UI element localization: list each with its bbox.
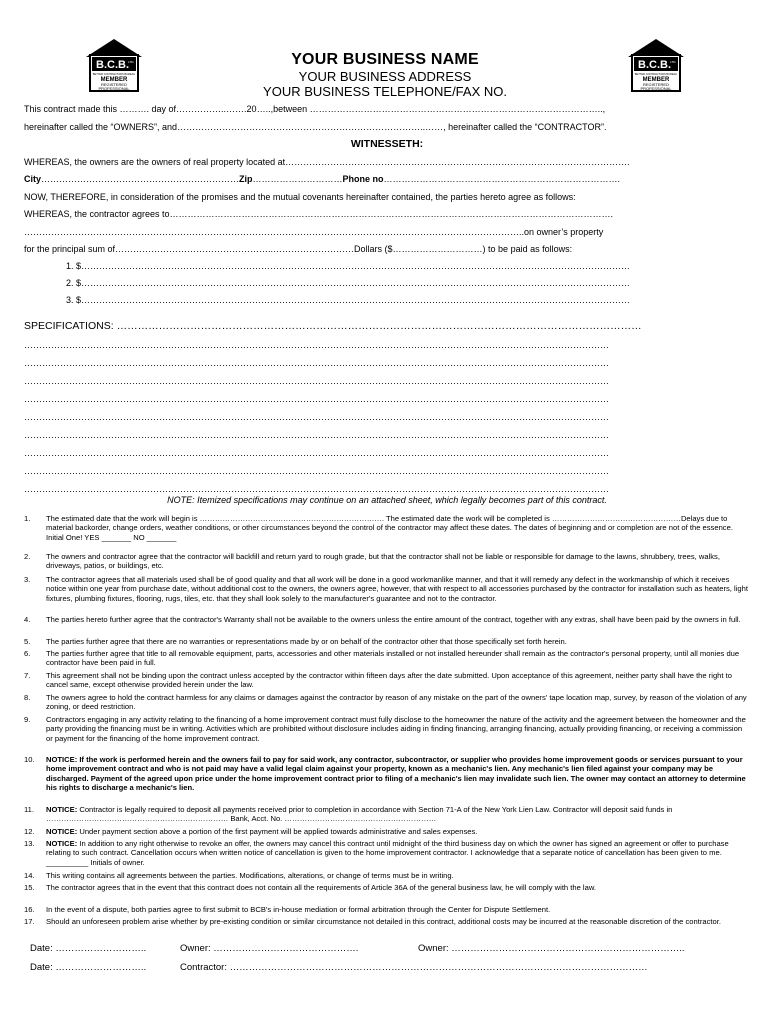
svg-text:MEMBER: MEMBER <box>100 77 128 83</box>
clause-number: 4. <box>24 615 31 624</box>
clause-1 <box>24 514 750 552</box>
clause-12 <box>24 827 750 837</box>
clause-number: 6. <box>24 649 31 658</box>
clause-11 <box>24 805 750 824</box>
clause-number: 17. <box>24 917 35 926</box>
business-address: YOUR BUSINESS ADDRESS <box>298 69 472 84</box>
clause-2 <box>24 552 750 571</box>
spec-line[interactable]: …………………………………………………………………………………………………………………………………………………………………………… <box>24 376 609 386</box>
clause-number: 15. <box>24 883 35 892</box>
city-zip-phone-line[interactable] <box>24 173 750 185</box>
spec-line[interactable]: …………………………………………………………………………………………………………………………………………………………………………… <box>24 412 609 422</box>
phone-label: Phone no <box>342 174 384 184</box>
clause-8 <box>24 693 750 712</box>
svg-text:BETTER CONTRACTORS BUREAU: BETTER CONTRACTORS BUREAU <box>634 73 678 76</box>
witnesseth-heading: WITNESSETH: <box>350 138 424 150</box>
clause-text: The owners agree to hold the contract harmless for any claims or damages against the contractor by reason of any mistake on the part of the owners' tape location map, survey, by reason of the violation of any zoning, or deed restriction. <box>46 693 747 712</box>
zip-field[interactable]: ………………………… <box>252 174 343 184</box>
spec-line[interactable]: …………………………………………………………………………………………………………………………………………………………………………… <box>24 340 609 350</box>
svg-text:MEMBER: MEMBER <box>642 77 670 83</box>
owners-property-line[interactable]: …………………………………………………………………………………………………………………………………………………..on owner’s property <box>24 227 604 237</box>
svg-text:PROFESSIONAL: PROFESSIONAL <box>640 86 672 91</box>
clause-6 <box>24 649 750 668</box>
spec-line[interactable]: …………………………………………………………………………………………………………………………………………………………………………… <box>24 448 609 458</box>
owner-signature-1[interactable]: Owner: ………………………………………. <box>180 943 359 954</box>
clause-text: The parties hereto further agree that the contractor's Warranty shall not be available to the owners unless the entire amount of the contract, together with any extras, shall have been paid by the owners in full. <box>46 615 741 624</box>
spec-line[interactable]: …………………………………………………………………………………………………………………………………………………………………………… <box>24 484 609 494</box>
clause-text: Should an unforeseen problem arise whether by pre-existing condition or similar circumstance not detailed in this contract, additional costs may be incurred at the reasonable discretion of the contractor. <box>46 917 721 926</box>
clause-5 <box>24 637 750 647</box>
spec-line[interactable]: …………………………………………………………………………………………………………………………………………………………………………… <box>24 358 609 368</box>
city-field[interactable]: ………………………………………………………… <box>41 174 240 184</box>
clause-16 <box>24 905 750 915</box>
clause-number: 13. <box>24 839 35 848</box>
signature-date-2[interactable]: Date: ……………………….. <box>30 962 147 973</box>
clause-17 <box>24 917 750 936</box>
clause-number: 8. <box>24 693 31 702</box>
clause-10 <box>24 755 750 802</box>
clause-text: The contractor agrees that in the event that this contract does not contain all the requirements of Article 36A of the general business law, he will comply with the law. <box>46 883 597 892</box>
clause-text: NOTICE: If the work is performed herein and the owners fail to pay for said work, any contractor, subcontractor, or supplier who provides home improvement goods or services pursuant to your home improvement contract and who is not paid may have a valid legal claim against your property, known as a mechanic's lien. Any mechanic's lien filed against your company may be discharged. Payment of the agreed upon price under the home improvement contract prior to filing of a mechanic's lien may invalidate such lien. The owner may contact an attorney to determine his rights to discharge a mechanic's lien. <box>46 755 746 793</box>
phone-field[interactable]: ……………………………………………………………………. <box>383 174 621 184</box>
payment-line-3[interactable]: 3. $………………………………………………………………………………………………………………………………………………………………… <box>66 295 631 305</box>
clause-number: 1. <box>24 514 31 523</box>
property-location-line[interactable]: WHEREAS, the owners are the owners of real property located at……………………………………………………………………………………………………. <box>24 157 630 167</box>
clause-text: In the event of a dispute, both parties agree to first submit to BCB's in-house mediation or formal arbitration through the Center for Dispute Settlement. <box>46 905 551 914</box>
svg-text:BETTER CONTRACTORS BUREAU: BETTER CONTRACTORS BUREAU <box>92 73 136 76</box>
business-name: YOUR BUSINESS NAME <box>291 51 479 68</box>
signature-date-1[interactable]: Date: ……………………….. <box>30 943 147 954</box>
clause-number: 10. <box>24 755 35 764</box>
principal-sum-line[interactable]: for the principal sum of……………………………………………..………………………Dollars ($…………………………) to be paid as follows: <box>24 244 573 254</box>
clause-text[interactable]: Contractor is legally required to deposit all payments received prior to completion in accordance with Section 71-A of the New York Lien Law. Contractor will deposit said funds in ……………………………………………………………… Bank, Acct. No. …………………………………………………… <box>46 805 673 824</box>
city-label: City <box>24 174 42 184</box>
contract-date-line[interactable]: This contract made this ………. day of……………..…….20…..,between …………………………………………………………………………………….., <box>24 104 606 114</box>
contractor-signature[interactable]: Contractor: …………………………………………………………………………………………………………………… <box>180 962 648 973</box>
clause-text: The owners and contractor agree that the contractor will backfill and return yard to rough grade, but that the contractor shall not be liable or responsible for damage to the lawns, shrubbery, trees, walks, driveways, patios, or buildings, etc. <box>46 552 720 571</box>
zip-label: Zip <box>239 174 253 184</box>
clause-text: The contractor agrees that all materials used shall be of good quality and that all work will be done in a good workmanlike manner, and that it will remedy any defect in the workmanship of which it receives notice within one year from purchase date, without additional cost to the owners, the owners agree, however, that with respect to all accessories purchased by the contractor for installation such as heaters, light fixtures, plumbing fixtures, flooring, rugs, tiles, etc. that they shall look solely to the manufacturer's guarantee and not to the contractor. <box>46 575 748 603</box>
svg-text:REGISTERED: REGISTERED <box>642 82 670 87</box>
clause-9 <box>24 715 750 753</box>
owner-signature-2[interactable]: Owner: ……………………………………………………………….. <box>418 943 685 954</box>
clause-text[interactable]: In addition to any right otherwise to revoke an offer, the owners may cancel this contract until midnight of the third business day on which the owner has signed an agreement or offer to purchase relating to such contract. Cancellation occurs when written notice of cancellation is given to the home improvement contractor. I acknowledge that a separate notice of cancellation has been given to me. __________ Initials of owner. <box>46 839 729 867</box>
notice-label: NOTICE: <box>46 827 78 836</box>
clause-4 <box>24 615 750 634</box>
clause-text: This writing contains all agreements between the parties. Modifications, alterations, or change of terms must be in writing. <box>46 871 454 880</box>
spec-line[interactable]: …………………………………………………………………………………………………………………………………………………………………………… <box>24 430 609 440</box>
business-header <box>0 51 770 99</box>
payment-line-2[interactable]: 2. $………………………………………………………………………………………………………………………………………………………………… <box>66 278 631 288</box>
clause-number: 9. <box>24 715 31 724</box>
notice-label: NOTICE: <box>46 805 78 814</box>
clause-number: 11. <box>24 805 34 814</box>
clause-number: 3. <box>24 575 31 584</box>
svg-text:PROFESSIONAL: PROFESSIONAL <box>98 86 130 91</box>
business-phone: YOUR BUSINESS TELEPHONE/FAX NO. <box>263 84 507 99</box>
clause-13 <box>24 839 750 868</box>
clause-7 <box>24 671 750 690</box>
svg-text:B.C.B.: B.C.B. <box>638 59 671 71</box>
clause-text: This agreement shall not be binding upon the contract unless accepted by the contractor within fifteen days after the date submitted. Upon acceptance of this agreement, neither party shall have the right to cancel same, except otherwise provided herein under the law. <box>46 671 732 690</box>
clause-text: Under payment section above a portion of the first payment will be applied towards administrative and sales expenses. <box>77 827 478 836</box>
clause-number: 14. <box>24 871 35 880</box>
svg-text:LTD.: LTD. <box>670 60 677 64</box>
parties-line[interactable]: hereinafter called the “OWNERS”, and………………………………………………………………………..……, hereinafter called the “CONTRACTOR”. <box>24 122 607 132</box>
clause-3 <box>24 575 750 613</box>
svg-text:B.C.B.: B.C.B. <box>96 59 129 71</box>
clause-number: 16. <box>24 905 35 914</box>
clause-text: Contractors engaging in any activity relating to the financing of a home improvement contract must fully disclose to the homeowner the nature of the activity and the agreement between the homeowner and the party providing the financing must be in writing. Activities which are prohibited without disclosure includes aiding in finding financing, arranging financing, actually providing financing, or receiving a commission or payment for the financing of the home improvement contract. <box>46 715 746 743</box>
clause-number: 7. <box>24 671 31 680</box>
clause-text: The parties further agree that title to all removable equipment, parts, accessories and other materials installed or not installed hereunder shall remain as the contractor's personal property, until all monies due contractor have been paid in full. <box>46 649 740 668</box>
payment-line-1[interactable]: 1. $………………………………………………………………………………………………………………………………………………………………… <box>66 261 631 271</box>
clause-14 <box>24 871 750 881</box>
clause-text[interactable]: The estimated date that the work will begin is ………………………………………………………………. The estimated date the work will be completed is ……………………………………………Delays due to material backorder, change orders, weather conditions, or other circumstances beyond the control of the contractor may affect these dates. The dates of beginning and or completion are not of the essence. Initial One! YES _______ NO _______ <box>46 514 733 542</box>
spec-line[interactable]: …………………………………………………………………………………………………………………………………………………………………………… <box>24 466 609 476</box>
now-therefore-line: NOW, THEREFORE, in consideration of the promises and the mutual covenants hereinafter contained, the parties hereto agree as follows: <box>24 192 576 202</box>
svg-text:REGISTERED: REGISTERED <box>100 82 128 87</box>
spec-line[interactable]: …………………………………………………………………………………………………………………………………………………………………………… <box>24 394 609 404</box>
clause-number: 2. <box>24 552 31 561</box>
contractor-agrees-line[interactable]: WHEREAS, the contractor agrees to…………………………………………………………………………………………………………………………………. <box>24 209 614 219</box>
svg-text:LTD.: LTD. <box>128 60 135 64</box>
specifications-note: NOTE: Itemized specifications may continue on an attached sheet, which legally becomes part of this contract. <box>167 495 607 505</box>
clause-text: The parties further agree that there are no warranties or representations made by or on behalf of the contractor other that those specifically set forth herein. <box>46 637 567 646</box>
specifications-line[interactable]: SPECIFICATIONS: …………………………………………………………………………………………………………………………………… <box>24 320 642 332</box>
clause-number: 12. <box>24 827 35 836</box>
notice-label: NOTICE: <box>46 839 78 848</box>
clause-15 <box>24 883 750 902</box>
clause-number: 5. <box>24 637 31 646</box>
